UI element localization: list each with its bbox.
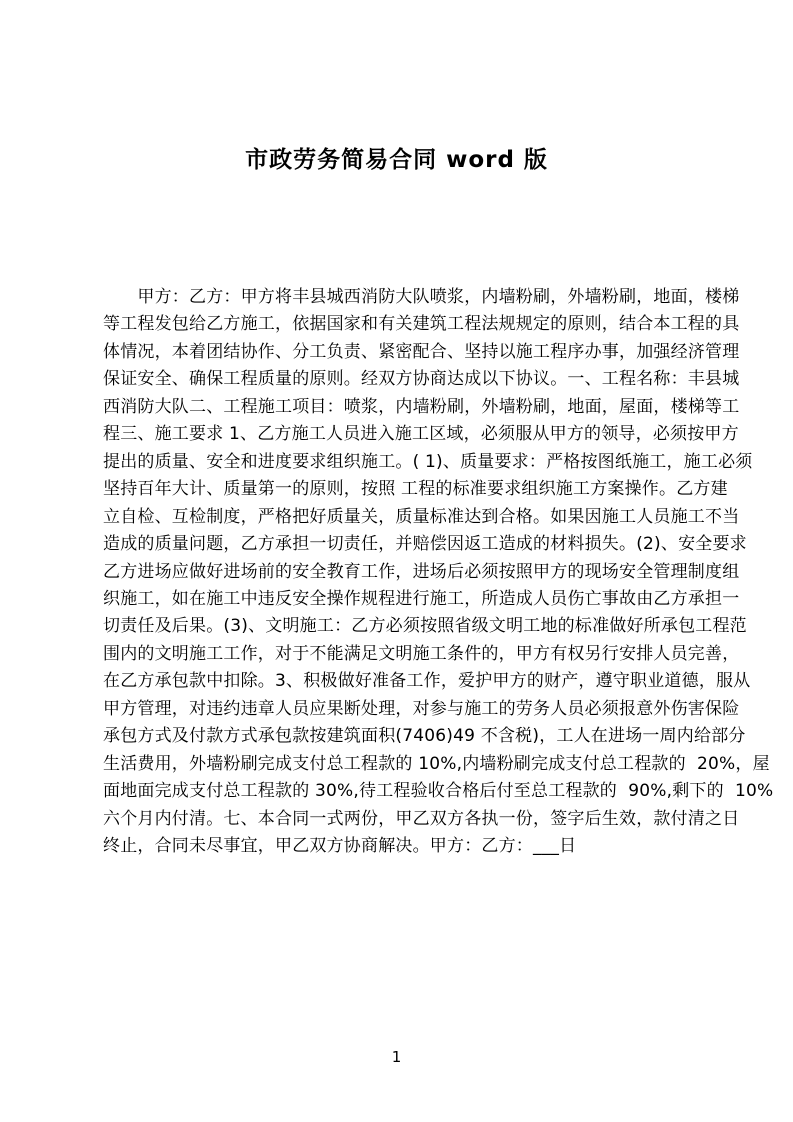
text-line: 乙方进场应做好进场前的安全教育工作，进场后必须按照甲方的现场安全管理制度组 <box>103 561 740 582</box>
page-number: 1 <box>391 1048 402 1066</box>
text-line: 甲方管理，对违约违章人员应果断处理，对参与施工的劳务人员必须报意外伤害保险 <box>103 698 740 719</box>
text-line: 造成的质量问题，乙方承担一切责任，并赔偿因返工造成的材料损失。(2)、安全要求 <box>103 534 747 555</box>
text-line: 六个月内付清。七、本合同一式两份，甲乙双方各执一份，签字后生效，款付清之日 <box>103 808 740 829</box>
text-line: 生活费用，外墙粉刷完成支付总工程款的 10%,内墙粉刷完成支付总工程款的 20%，屋 <box>103 753 770 774</box>
document-title: 市政劳务简易合同 word 版 <box>245 147 548 173</box>
text-line: 终止，合同未尽事宜，甲乙双方协商解决。甲方：乙方：___日 <box>103 836 577 857</box>
text-line: 体情况，本着团结协作、分工负责、紧密配合、坚持以施工程序办事，加强经济管理 <box>103 341 740 362</box>
text-line: 围内的文明施工工作，对于不能满足文明施工条件的，甲方有权另行安排人员完善， <box>103 643 740 664</box>
text-line: 提出的质量、安全和进度要求组织施工。( 1)、质量要求：严格按图纸施工，施工必须 <box>103 451 753 472</box>
text-line: 保证安全、确保工程质量的原则。经双方协商达成以下协议。一、工程名称：丰县城 <box>103 369 740 390</box>
text-line: 等工程发包给乙方施工，依据国家和有关建筑工程法规规定的原则，结合本工程的具 <box>103 314 740 335</box>
text-line: 立自检、互检制度，严格把好质量关，质量标准达到合格。如果因施工人员施工不当 <box>103 506 740 527</box>
text-line: 甲方：乙方：甲方将丰县城西消防大队喷浆，内墙粉刷，外墙粉刷，地面，楼梯 <box>103 287 740 307</box>
text-line: 坚持百年大计、质量第一的原则，按照 工程的标准要求组织施工方案操作。乙方建 <box>103 479 728 500</box>
text-line: 程三、施工要求 1、乙方施工人员进入施工区域，必须服从甲方的领导，必须按甲方 <box>103 424 739 445</box>
text-line: 西消防大队二、工程施工项目：喷浆，内墙粉刷，外墙粉刷，地面，屋面，楼梯等工 <box>103 396 740 417</box>
text-line: 在乙方承包款中扣除。3、积极做好准备工作，爱护甲方的财产，遵守职业道德，服从 <box>103 671 751 692</box>
text-line: 切责任及后果。(3)、文明施工：乙方必须按照省级文明工地的标准做好所承包工程范 <box>103 616 747 637</box>
text-line: 承包方式及付款方式承包款按建筑面积(7406)49 不含税)，工人在进场一周内给部分 <box>103 726 746 747</box>
text-line: 织施工，如在施工中违反安全操作规程进行施工，所造成人员伤亡事故由乙方承担一 <box>103 588 740 609</box>
document-body <box>103 284 793 861</box>
text-line: 面地面完成支付总工程款的 30%,待工程验收合格后付至总工程款的 90%,剩下的 10% <box>103 781 774 802</box>
